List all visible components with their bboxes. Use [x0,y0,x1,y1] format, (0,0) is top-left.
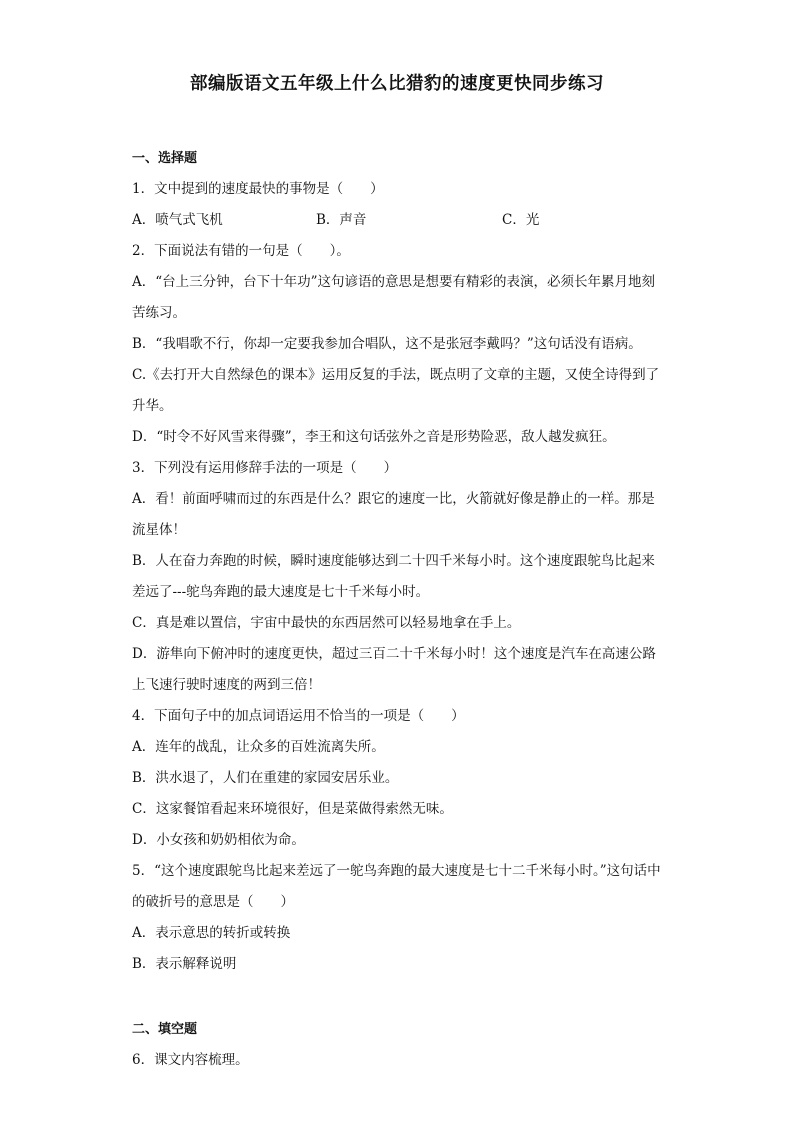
question-2-option-c: C.《去打开大自然绿色的课本》运用反复的手法，既点明了文章的主题，又使全诗得到了升华。 [132,367,660,414]
question-2-option-d: D．“时令不好风雪来得骤”，李王和这句话弦外之音是形势险恶，敌人越发疯狂。 [132,429,616,445]
question-1-option-a: A．喷气式飞机 [132,212,223,228]
question-6-stem: 6．课文内容梳理。 [132,1052,249,1068]
question-3-option-d: D．游隼向下俯冲时的速度更快，超过三百二十千米每小时！这个速度是汽车在高速公路上飞速行驶时速度的两到三倍！ [132,646,656,693]
section-heading-choice: 一、选择题 [132,151,198,166]
question-4-stem: 4．下面句子中的加点词语运用不恰当的一项是（ ） [132,708,465,724]
question-3-stem: 3．下列没有运用修辞手法的一项是（ ） [132,460,398,476]
question-5-option-a: A．表示意思的转折或转换 [132,925,291,941]
section-spacer [132,980,662,1014]
question-4-option-c: C．这家餐馆看起来环境很好，但是菜做得索然无味。 [132,801,453,817]
question-2-stem: 2．下面说法有错的一句是（ ）。 [132,243,350,259]
question-3-option-c: C．真是难以置信，宇宙中最快的东西居然可以轻易地拿在手上。 [132,615,521,631]
question-2-option-b: B．“我唱歌不行，你却一定要我参加合唱队，这不是张冠李戴吗？”这句话没有语病。 [132,336,642,352]
question-4-option-b: B．洪水退了，人们在重建的家园安居乐业。 [132,770,399,786]
question-3-option-a: A．看！前面呼啸而过的东西是什么？跟它的速度一比，火箭就好像是静止的一样。那是流星体！ [132,491,655,538]
document-body [132,143,662,1076]
question-4-option-a: A．连年的战乱，让众多的百姓流离失所。 [132,739,385,755]
question-1-stem: 1．文中提到的速度最快的事物是（ ） [132,181,384,197]
question-4-option-d: D．小女孩和奶奶相依为命。 [132,832,305,848]
question-1-options [132,205,662,236]
question-2-option-a: A．“台上三分钟，台下十年功”这句谚语的意思是想要有精彩的表演，必须长年累月地刻苦练习。 [132,274,656,321]
question-5-stem: 5．“这个速度跟鸵鸟比起来差远了一鸵鸟奔跑的最大速度是七十二千米每小时。”这句话中的破折号的意思是（ ） [132,863,661,910]
section-heading-fill: 二、填空题 [132,1022,198,1037]
question-1-option-b: B．声音 [316,212,367,228]
question-5-option-b: B．表示解释说明 [132,956,237,972]
question-3-option-b: B．人在奋力奔跑的时候，瞬时速度能够达到二十四千米每小时。这个速度跟鸵鸟比起来差远了---鸵鸟奔跑的最大速度是七十千米每小时。 [132,553,655,600]
question-1-option-c: C．光 [502,212,540,228]
page-title: 部编版语文五年级上什么比猎豹的速度更快同步练习 [190,74,604,94]
